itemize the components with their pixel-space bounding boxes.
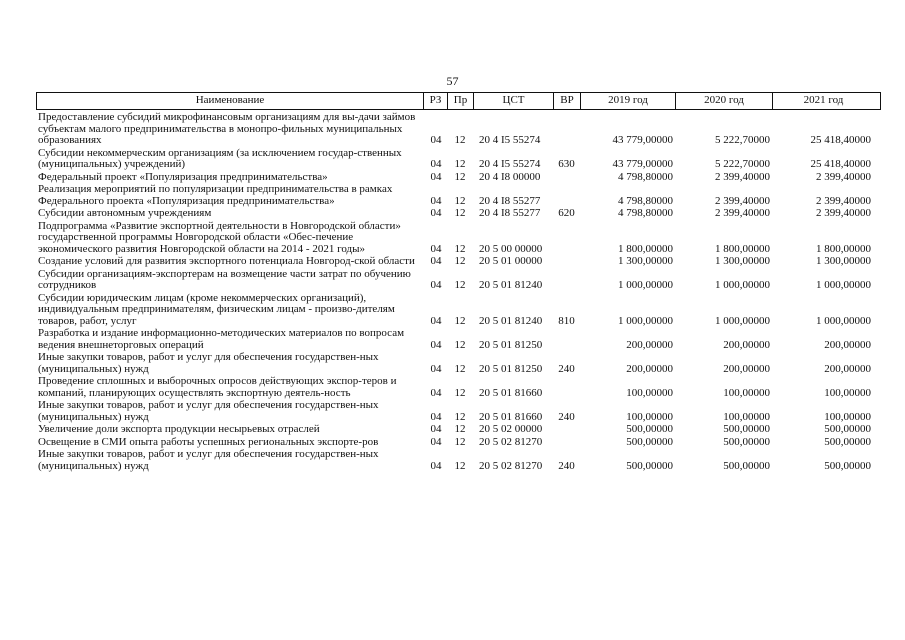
row-2020: 2 399,40000	[715, 207, 770, 219]
row-2021: 25 418,40000	[810, 158, 871, 170]
row-2021: 1 300,00000	[816, 255, 871, 267]
row-cst: 20 5 00 00000	[479, 242, 543, 255]
row-cst: 20 5 02 00000	[479, 423, 543, 435]
row-pr: 12	[454, 338, 466, 351]
row-2020: 2 399,40000	[715, 170, 770, 183]
row-2019: 100,00000	[626, 386, 673, 399]
row-pr: 12	[454, 423, 466, 435]
table-row	[36, 208, 881, 220]
row-vr: 630	[558, 158, 575, 170]
row-2021: 500,00000	[824, 459, 871, 472]
row-rz: 04	[430, 134, 442, 146]
row-rz: 04	[430, 279, 442, 291]
row-2021: 100,00000	[824, 386, 871, 399]
row-2021: 2 399,40000	[816, 194, 871, 207]
row-2019: 4 798,80000	[618, 207, 673, 219]
row-2020: 100,00000	[723, 386, 770, 399]
row-cst: 20 4 I8 55277	[479, 207, 541, 219]
table-row	[36, 328, 881, 351]
table-row	[36, 184, 881, 207]
row-cst: 20 5 01 81660	[479, 410, 543, 423]
row-vr: 240	[558, 410, 575, 423]
row-2020: 1 000,00000	[715, 314, 770, 327]
row-2020: 100,00000	[723, 410, 770, 423]
row-cst: 20 5 01 00000	[479, 255, 543, 267]
table-row	[36, 256, 881, 268]
header-name: Наименование	[37, 93, 424, 109]
row-cst: 20 4 I8 00000	[479, 170, 541, 183]
row-rz: 04	[430, 170, 442, 183]
row-2020: 500,00000	[723, 459, 770, 472]
budget-table	[36, 92, 881, 472]
row-rz: 04	[430, 158, 442, 170]
row-rz: 04	[430, 314, 442, 327]
row-name: Разработка и издание информационно-методических материалов по вопросам ведения внешнеторговых операций	[38, 327, 405, 351]
row-rz: 04	[430, 435, 442, 448]
table-row	[36, 437, 881, 449]
row-pr: 12	[454, 362, 466, 375]
row-2021: 200,00000	[824, 362, 871, 375]
row-2019: 43 779,00000	[612, 134, 673, 146]
row-name: Подпрограмма «Развитие экспортной деятельности в Новгородской области» государственной программы Новгородской области «Обес-печение экономического развития Новгородской области на 2014 - 2021 годы»	[38, 219, 401, 255]
row-cst: 20 5 01 81660	[479, 386, 543, 399]
row-rz: 04	[430, 338, 442, 351]
row-2020: 2 399,40000	[715, 194, 770, 207]
table-row	[36, 269, 881, 292]
row-rz: 04	[430, 386, 442, 399]
row-name: Субсидии юридическим лицам (кроме некоммерческих организаций), индивидуальным предпринимателям, физическим лицам - произво-дителям товаров, работ, услуг	[38, 291, 395, 327]
row-name: Увеличение доли экспорта продукции несырьевых отраслей	[38, 423, 320, 435]
row-cst: 20 5 02 81270	[479, 435, 543, 448]
row-name: Предоставление субсидий микрофинансовым организациям для вы-дачи займов субъектам малого предпринимательства в монопро-фильных муниципальных образованиях	[38, 111, 416, 146]
header-2019: 2019 год	[581, 93, 676, 109]
row-name: Иные закупки товаров, работ и услуг для обеспечения государствен-ных (муниципальных) нужд	[38, 448, 379, 472]
row-cst: 20 5 02 81270	[479, 459, 543, 472]
row-pr: 12	[454, 435, 466, 448]
row-name: Проведение сплошных и выборочных опросов действующих экспор-теров и компаний, планирующих осуществлять экспортную деятель-ность	[38, 375, 397, 399]
row-2021: 200,00000	[824, 338, 871, 351]
table-header	[36, 92, 881, 110]
row-2019: 200,00000	[626, 338, 673, 351]
row-cst: 20 5 01 81250	[479, 338, 543, 351]
row-cst: 20 4 I5 55274	[479, 134, 541, 146]
row-2020: 1 800,00000	[715, 242, 770, 255]
row-2021: 25 418,40000	[810, 134, 871, 146]
row-2019: 1 800,00000	[618, 242, 673, 255]
row-2019: 1 000,00000	[618, 279, 673, 291]
table-row	[36, 172, 881, 184]
table-row	[36, 148, 881, 171]
table-row	[36, 112, 881, 147]
row-rz: 04	[430, 362, 442, 375]
row-pr: 12	[454, 242, 466, 255]
page-number: 57	[446, 74, 459, 88]
header-2021: 2021 год	[803, 94, 844, 107]
row-2020: 200,00000	[723, 362, 770, 375]
row-rz: 04	[430, 194, 442, 207]
row-pr: 12	[454, 459, 466, 472]
row-cst: 20 4 I5 55274	[479, 158, 541, 170]
row-cst: 20 5 01 81240	[479, 279, 543, 291]
row-2020: 500,00000	[723, 435, 770, 448]
row-name: Иные закупки товаров, работ и услуг для обеспечения государствен-ных (муниципальных) нужд	[38, 351, 379, 375]
row-2021: 1 000,00000	[816, 279, 871, 291]
header-cst: ЦСТ	[474, 93, 554, 109]
header-pr: Пр	[448, 93, 474, 109]
row-rz: 04	[430, 410, 442, 423]
row-pr: 12	[454, 386, 466, 399]
row-pr: 12	[454, 194, 466, 207]
row-2021: 2 399,40000	[816, 207, 871, 219]
row-cst: 20 5 01 81240	[479, 314, 543, 327]
row-rz: 04	[430, 423, 442, 435]
table-body	[36, 112, 881, 472]
header-2020: 2020 год	[676, 93, 773, 109]
row-2021: 1 800,00000	[816, 242, 871, 255]
row-vr: 810	[558, 314, 575, 327]
row-rz: 04	[430, 255, 442, 267]
row-name: Субсидии некоммерческим организациям (за исключением государ-ственных (муниципальных) учреждений)	[38, 146, 402, 170]
row-pr: 12	[454, 207, 466, 219]
row-pr: 12	[454, 410, 466, 423]
table-row	[36, 221, 881, 256]
table-row	[36, 424, 881, 436]
row-rz: 04	[430, 242, 442, 255]
row-pr: 12	[454, 134, 466, 146]
row-2019: 1 000,00000	[618, 314, 673, 327]
row-vr: 240	[558, 459, 575, 472]
table-row	[36, 293, 881, 328]
row-2020: 5 222,70000	[715, 134, 770, 146]
row-2019: 43 779,00000	[612, 158, 673, 170]
row-2021: 1 000,00000	[816, 314, 871, 327]
table-row	[36, 352, 881, 375]
row-vr: 240	[558, 362, 575, 375]
row-name: Создание условий для развития экспортного потенциала Новгород-ской области	[38, 255, 415, 267]
row-rz: 04	[430, 207, 442, 219]
table-row	[36, 449, 881, 472]
row-pr: 12	[454, 170, 466, 183]
row-2021: 100,00000	[824, 410, 871, 423]
row-2019: 500,00000	[626, 459, 673, 472]
row-2020: 1 300,00000	[715, 255, 770, 267]
row-2019: 500,00000	[626, 423, 673, 435]
row-2020: 500,00000	[723, 423, 770, 435]
row-name: Освещение в СМИ опыта работы успешных региональных экспорте-ров	[38, 435, 379, 448]
row-name: Субсидии автономным учреждениям	[38, 207, 212, 219]
row-2021: 500,00000	[824, 435, 871, 448]
row-2019: 4 798,80000	[618, 170, 673, 183]
row-pr: 12	[454, 255, 466, 267]
row-vr: 620	[558, 207, 575, 219]
row-2019: 200,00000	[626, 362, 673, 375]
row-name: Субсидии организациям-экспортерам на возмещение части затрат по обучению сотрудников	[38, 267, 411, 291]
row-pr: 12	[454, 158, 466, 170]
row-2020: 200,00000	[723, 338, 770, 351]
row-rz: 04	[430, 459, 442, 472]
row-name: Реализация мероприятий по популяризации предпринимательства в рамках Федерального проекта «Популяризация предпринимательства»	[38, 183, 393, 207]
row-2019: 4 798,80000	[618, 194, 673, 207]
table-row	[36, 376, 881, 399]
table-row	[36, 400, 881, 423]
row-name: Иные закупки товаров, работ и услуг для обеспечения государствен-ных (муниципальных) нужд	[38, 399, 379, 423]
row-2020: 1 000,00000	[715, 279, 770, 291]
row-2019: 100,00000	[626, 410, 673, 423]
row-cst: 20 5 01 81250	[479, 362, 543, 375]
row-name: Федеральный проект «Популяризация предпринимательства»	[38, 170, 328, 183]
row-2021: 2 399,40000	[816, 170, 871, 183]
header-vr: ВР	[554, 93, 581, 109]
row-cst: 20 4 I8 55277	[479, 194, 541, 207]
row-pr: 12	[454, 279, 466, 291]
row-2019: 500,00000	[626, 435, 673, 448]
header-rz: РЗ	[424, 93, 448, 109]
row-2019: 1 300,00000	[618, 255, 673, 267]
row-2021: 500,00000	[824, 423, 871, 435]
row-2020: 5 222,70000	[715, 158, 770, 170]
row-pr: 12	[454, 314, 466, 327]
